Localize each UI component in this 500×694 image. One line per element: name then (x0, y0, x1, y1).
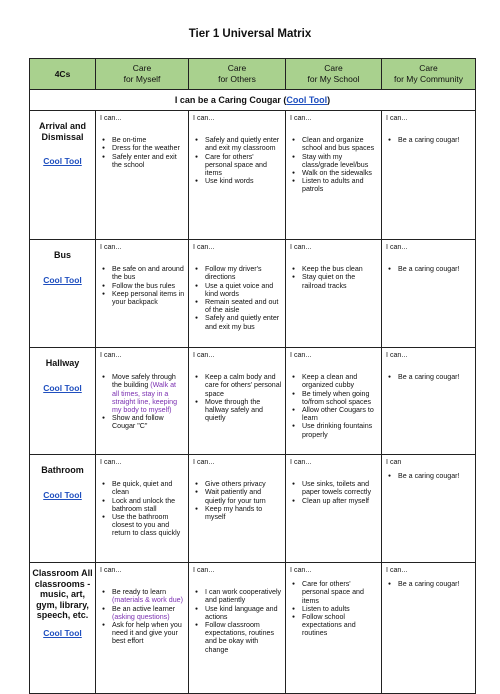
banner-row (30, 90, 476, 111)
cell-lead: I can... (386, 351, 408, 359)
bullet-list (193, 373, 282, 422)
cool-tool-link-bus[interactable]: Cool Tool (43, 274, 82, 285)
list-item: ● Dress for the weather (112, 144, 185, 152)
cell-lead: I can... (386, 243, 408, 251)
cell-lead: I can... (386, 566, 408, 574)
item-text: Be an active learner (112, 604, 176, 613)
header-care-school (286, 59, 382, 90)
header-care-community (382, 59, 476, 90)
list-item: ● Ask for help when you need it and give your best effort (112, 621, 185, 646)
list-item: ● Lock and unlock the bathroom stall (112, 497, 185, 513)
bullet-list (100, 136, 185, 169)
banner-cool-tool-link[interactable]: Cool Tool (286, 95, 328, 105)
cell-arrival-school (286, 111, 382, 240)
list-item: ● Care for others' personal space and items (302, 580, 378, 605)
cell-lead: I can... (290, 114, 312, 122)
cell-lead: I can... (193, 114, 215, 122)
list-item (112, 605, 185, 621)
row-title-arrival: Arrival and Dismissal (38, 121, 87, 142)
list-item: ● Listen to adults and patrols (302, 177, 378, 193)
cell-lead: I can (386, 458, 402, 466)
row-heading-arrival (30, 111, 96, 240)
matrix-row-bus (30, 240, 476, 348)
cell-classroom-community (382, 563, 476, 694)
cell-lead: I can... (193, 566, 215, 574)
list-item: ● Use sinks, toilets and paper towels correctly (302, 480, 378, 496)
list-item: ● Walk on the sidewalks (302, 169, 378, 177)
cell-hallway-myself (96, 348, 189, 455)
cell-bus-others (189, 240, 286, 348)
list-item: ● Safely and quietly enter and exit my bus (205, 314, 282, 330)
bullet-list (100, 588, 185, 645)
bullet-list (100, 373, 185, 430)
cool-tool-link-hallway[interactable]: Cool Tool (43, 382, 82, 393)
cell-bathroom-others (189, 455, 286, 563)
list-item: ● Be on-time (112, 136, 185, 144)
list-item: ● Safely and quietly enter and exit my classroom (205, 136, 282, 152)
bullet-list (386, 580, 472, 588)
header-care-myself (96, 59, 189, 90)
bullet-list (290, 480, 378, 505)
bullet-list (193, 265, 282, 331)
matrix-row-bathroom (30, 455, 476, 563)
cool-tool-link-arrival[interactable]: Cool Tool (43, 156, 82, 166)
cell-classroom-others (189, 563, 286, 694)
cell-arrival-myself (96, 111, 189, 240)
list-item: ● Follow school expectations and routines (302, 613, 378, 638)
cell-bathroom-community (382, 455, 476, 563)
list-item: ● Be a caring cougar! (398, 373, 472, 381)
cell-lead: I can... (100, 114, 122, 122)
list-item: ● Be safe on and around the bus (112, 265, 185, 281)
bullet-list (386, 136, 472, 144)
bullet-list (193, 588, 282, 654)
cell-lead: I can... (100, 351, 122, 359)
item-note: (asking questions) (112, 612, 170, 621)
list-item: ● Clean up after myself (302, 497, 378, 505)
bullet-list (193, 480, 282, 521)
universal-matrix-table (29, 58, 476, 694)
banner-close: ) (327, 95, 331, 105)
bullet-list (290, 265, 378, 290)
bullet-list (100, 480, 185, 537)
list-item: ● Be a caring cougar! (398, 472, 472, 480)
row-title-hallway: Hallway (45, 358, 80, 368)
cell-hallway-community (382, 348, 476, 455)
cell-lead: I can... (386, 114, 408, 122)
item-text: Move safely through the building (112, 373, 176, 390)
list-item: ● Give others privacy (205, 480, 282, 488)
bullet-list (386, 472, 472, 480)
cell-lead: I can... (193, 243, 215, 251)
matrix-row-hallway (30, 348, 476, 455)
list-item: ● Show and follow Cougar "C" (112, 414, 185, 430)
list-item: ● Follow classroom expectations, routines and be okay with change (205, 621, 282, 654)
list-item (112, 373, 185, 414)
matrix-row-classroom (30, 563, 476, 694)
list-item: ● Clean and organize school and bus spaces (302, 136, 378, 152)
list-item: ● Be timely when going to/from school spaces (302, 390, 378, 406)
header-care-others-text: Care for Others (218, 63, 256, 84)
cell-classroom-myself (96, 563, 189, 694)
page-title: Tier 1 Universal Matrix (188, 28, 312, 40)
list-item: ● Use kind words (205, 177, 282, 185)
list-item: ● Allow other Cougars to learn (302, 406, 378, 422)
cool-tool-link-bathroom[interactable]: Cool Tool (43, 489, 82, 500)
cell-lead: I can... (290, 351, 312, 359)
bullet-list (193, 136, 282, 185)
cool-tool-link-classroom[interactable]: Cool Tool (43, 627, 82, 638)
list-item: ● Use kind language and actions (205, 605, 282, 621)
item-text: Be ready to learn (112, 588, 167, 597)
list-item: ● Stay quiet on the railroad tracks (302, 273, 378, 289)
cell-arrival-community (382, 111, 476, 240)
list-item: ● Follow the bus rules (112, 282, 185, 290)
bullet-list (386, 265, 472, 273)
cell-lead: I can... (100, 566, 122, 574)
cell-lead: I can... (290, 243, 312, 251)
list-item: ● Use the bathroom closest to you and return to class quickly (112, 513, 185, 538)
cell-bus-myself (96, 240, 189, 348)
list-item: ● Be a caring cougar! (398, 580, 472, 588)
list-item: ● Move through the hallway safely and quietly (205, 398, 282, 423)
bullet-list (386, 373, 472, 381)
cell-hallway-school (286, 348, 382, 455)
cell-bus-school (286, 240, 382, 348)
header-care-myself-text: Care for Myself (123, 63, 161, 84)
list-item: ● Keep a clean and organized cubby (302, 373, 378, 389)
list-item: ● Safely enter and exit the school (112, 153, 185, 169)
list-item (112, 588, 185, 604)
banner-cell (30, 90, 476, 111)
bullet-list (100, 265, 185, 306)
cell-lead: I can... (193, 351, 215, 359)
list-item: ● Be quick, quiet and clean (112, 480, 185, 496)
list-item: ● Remain seated and out of the aisle (205, 298, 282, 314)
cell-lead: I can... (100, 458, 122, 466)
list-item: ● Use drinking fountains properly (302, 422, 378, 438)
cell-classroom-school (286, 563, 382, 694)
list-item: ● Use a quiet voice and kind words (205, 282, 282, 298)
header-row (30, 59, 476, 90)
row-heading-bus (30, 240, 96, 348)
bullet-list (290, 580, 378, 637)
header-care-community-text: Care for My Community (394, 63, 463, 84)
cell-lead: I can... (290, 458, 312, 466)
row-heading-classroom (30, 563, 96, 694)
row-heading-hallway (30, 348, 96, 455)
matrix-row-arrival (30, 111, 476, 240)
list-item: ● Keep personal items in your backpack (112, 290, 185, 306)
row-title-bus: Bus (53, 250, 71, 260)
list-item: ● Keep the bus clean (302, 265, 378, 273)
header-care-others (189, 59, 286, 90)
list-item: ● Listen to adults (302, 605, 378, 613)
list-item: ● Wait patiently and quietly for your turn (205, 488, 282, 504)
list-item: ● Care for others' personal space and items (205, 153, 282, 178)
cell-bus-community (382, 240, 476, 348)
list-item: ● Be a caring cougar! (398, 265, 472, 273)
item-note: (Walk at all times, stay in a straight line, keeping my body to myself) (112, 381, 178, 415)
cell-arrival-others (189, 111, 286, 240)
cell-hallway-others (189, 348, 286, 455)
bullet-list (290, 136, 378, 193)
bullet-list (290, 373, 378, 439)
list-item: ● I can work cooperatively and patiently (205, 588, 282, 604)
list-item: ● Stay with my class/grade level/bus (302, 153, 378, 169)
cell-bathroom-school (286, 455, 382, 563)
header-care-school-text: Care for My School (307, 63, 360, 84)
row-heading-bathroom (30, 455, 96, 563)
cell-lead: I can... (100, 243, 122, 251)
banner-text: I can be a Caring Cougar ( (174, 95, 287, 105)
list-item: ● Follow my driver's directions (205, 265, 282, 281)
row-title-bathroom: Bathroom (41, 465, 84, 475)
item-note: (materials & work due) (112, 596, 183, 605)
header-4cs: 4Cs (30, 59, 96, 90)
row-title-classroom: Classroom All classrooms - music, art, gym, library, speech, etc. (32, 568, 93, 620)
cell-lead: I can... (193, 458, 215, 466)
list-item: ● Be a caring cougar! (398, 136, 472, 144)
list-item: ● Keep my hands to myself (205, 505, 282, 521)
cell-bathroom-myself (96, 455, 189, 563)
cell-lead: I can... (290, 566, 312, 574)
list-item: ● Keep a calm body and care for others' personal space (205, 373, 282, 398)
